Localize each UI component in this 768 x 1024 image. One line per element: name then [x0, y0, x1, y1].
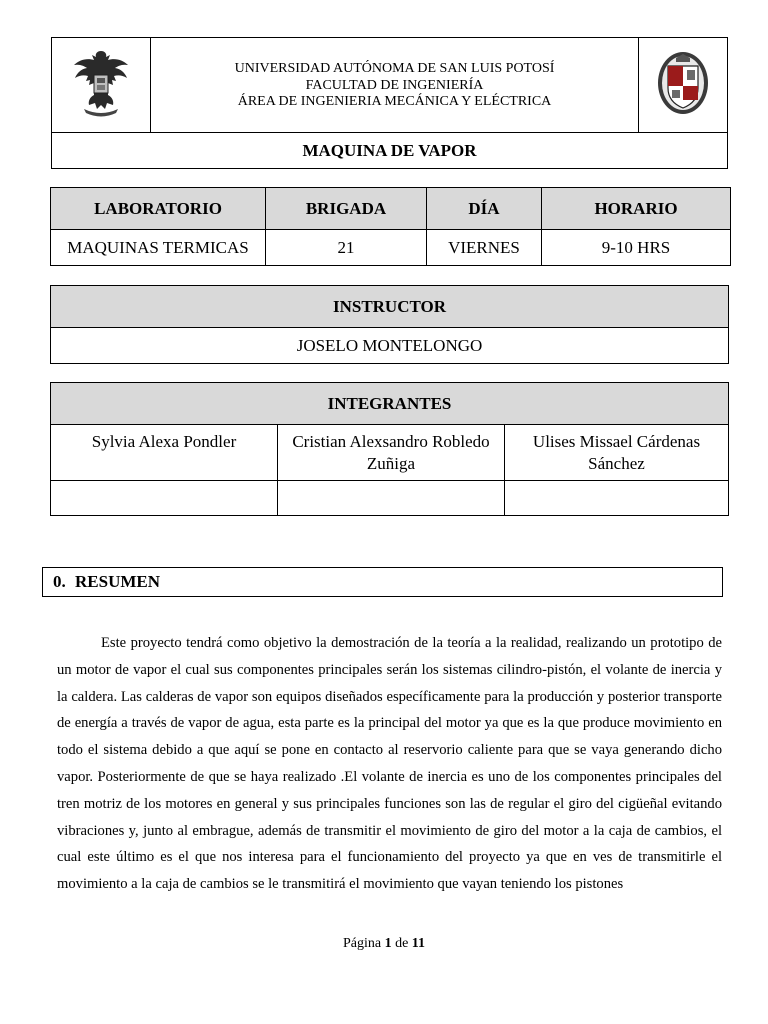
member-name: Sylvia Alexa Pondler — [51, 425, 278, 481]
schedule-header: HORARIO — [542, 188, 731, 230]
area-name: ÁREA DE INGENIERIA MECÁNICA Y ELÉCTRICA — [237, 94, 552, 110]
lab-value: MAQUINAS TERMICAS — [51, 230, 266, 266]
empty-cell — [278, 481, 505, 516]
university-heading-cell — [151, 38, 639, 133]
member-name: Ulises Missael Cárdenas Sánchez — [505, 425, 729, 481]
faculty-shield-crest-icon — [656, 50, 710, 116]
schedule-value: 9-10 HRS — [542, 230, 731, 266]
lab-header: LABORATORIO — [51, 188, 266, 230]
university-name: UNIVERSIDAD AUTÓNOMA DE SAN LUIS POTOSÍ — [234, 61, 555, 77]
right-logo-cell — [639, 38, 728, 133]
day-value: VIERNES — [427, 230, 542, 266]
brigade-header: BRIGADA — [266, 188, 427, 230]
summary-paragraph: Este proyecto tendrá como objetivo la demostración de la teoría a la realidad, realizando un prototipo de un motor de vapor el cual sus componentes principales serán los sistemas cilindro-pistón, el volante de inercia y la caldera. Las calderas de vapor son equipos diseñados específicamente para la producción y posterior transporte de energía a través de vapor de agua, esta parte es la principal del motor ya que es la que produce movimiento en todo el sistema debido a que aquí se pone en contacto al reservorio caliente para que se vaya generando dicho vapor. Posteriormente de que se haya realizado .El volante de inercia es uno de los componentes principales del tren motriz de los motores en general y sus principales funciones son las de regular el giro del cigüeñal evitando vibraciones y, junto al embrague, además de transmitir el movimiento de giro del motor a la caja de cambios, el cual este último es el que nos interesa para el funcionamiento del proyecto ya que en ves de transmitirle el movimiento a la caja de cambios se le transmitirá el movimiento que vayan teniendo los pistones — [57, 635, 722, 893]
empty-cell — [505, 481, 729, 516]
instructor-name: JOSELO MONTELONGO — [51, 328, 729, 364]
members-header: INTEGRANTES — [51, 383, 729, 425]
section-heading — [42, 567, 723, 597]
member-name: Cristian Alexsandro Robledo Zuñiga — [278, 425, 505, 481]
instructor-header: INSTRUCTOR — [51, 286, 729, 328]
of-word: de — [395, 936, 409, 951]
university-eagle-crest-icon — [70, 47, 132, 119]
instructor-table — [50, 285, 729, 364]
left-logo-cell — [52, 38, 151, 133]
current-page: 1 — [384, 936, 392, 951]
header-table — [51, 37, 728, 169]
document-title: MAQUINA DE VAPOR — [52, 133, 728, 169]
lab-info-table — [50, 187, 731, 266]
section-title: RESUMEN — [75, 572, 161, 591]
day-header: DÍA — [427, 188, 542, 230]
page-word: Página — [342, 936, 382, 951]
total-pages: 11 — [411, 936, 426, 951]
empty-cell — [51, 481, 278, 516]
page-footer — [0, 936, 768, 952]
faculty-name: FACULTAD DE INGENIERÍA — [305, 77, 484, 93]
section-number: 0. — [53, 572, 66, 591]
members-table — [50, 382, 729, 516]
brigade-value: 21 — [266, 230, 427, 266]
